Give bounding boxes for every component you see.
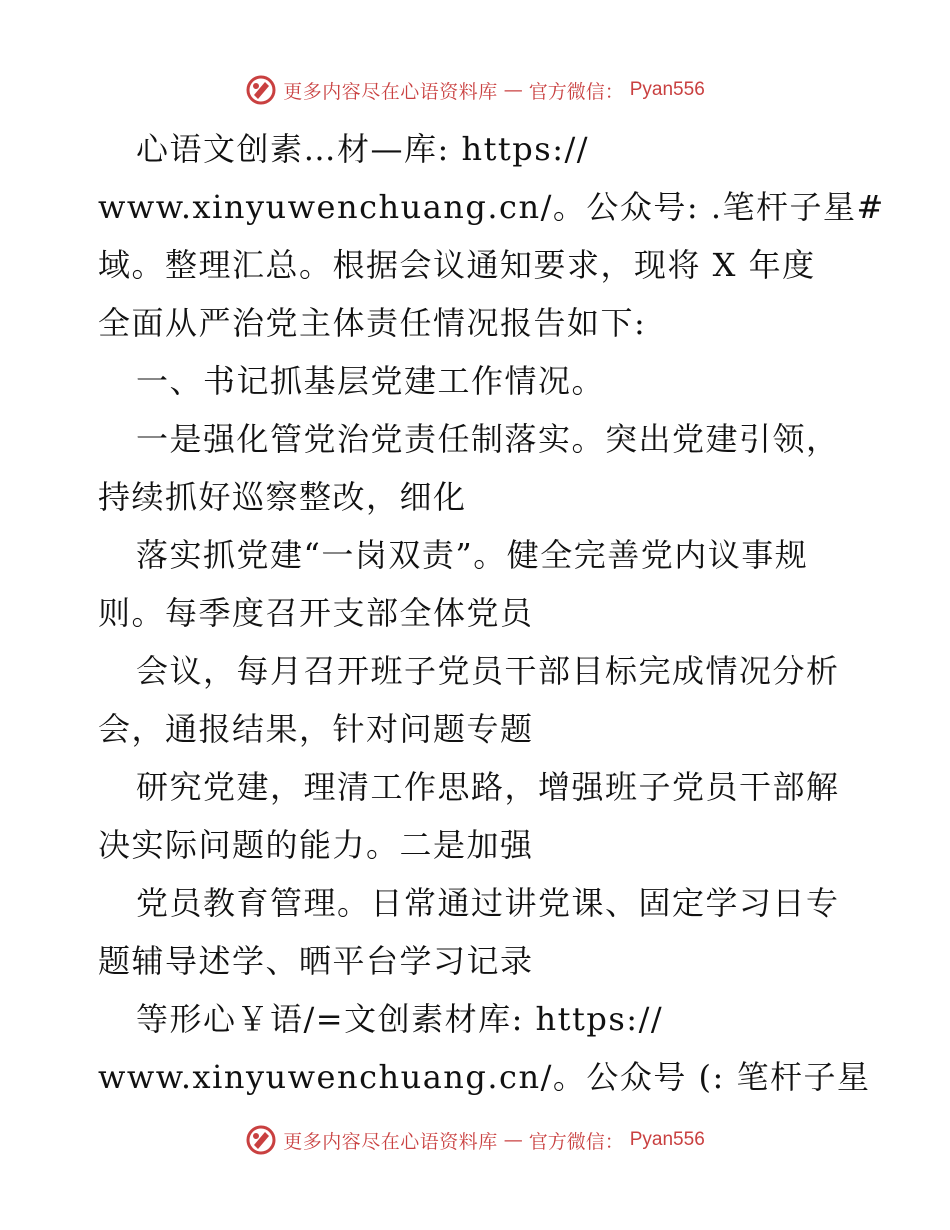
body-line: 等形心￥语/=文创素材库: https:// — [136, 1000, 664, 1038]
body-line: 一是强化管党治党责任制落实。突出党建引领， — [136, 420, 840, 458]
red-seal-logo-icon — [245, 74, 277, 106]
body-line: 研究党建，理清工作思路，增强班子党员干部解 — [136, 768, 840, 806]
watermark-contact-label: 官方微信： — [528, 1130, 624, 1153]
body-line: 落实抓党建“一岗双责”。健全完善党内议事规 — [136, 536, 809, 574]
body-line: 题辅导述学、晒平台学习记录 — [98, 942, 534, 980]
section-heading: 一、书记抓基层党建工作情况。 — [136, 362, 606, 400]
body-line: 会，通报结果，针对问题专题 — [98, 710, 534, 748]
header-watermark — [0, 70, 950, 110]
body-line: 决实际问题的能力。二是加强 — [98, 826, 534, 864]
body-line: www.xinyuwenchuang.cn/。公众号: .笔杆子星# — [98, 188, 885, 226]
footer-watermark — [0, 1120, 950, 1160]
watermark-text: 更多内容尽在心语资料库 — [283, 80, 498, 103]
document-body — [98, 120, 885, 1106]
body-line: 域。整理汇总。根据会议通知要求，现将 X 年度 — [98, 246, 816, 284]
body-line: www.xinyuwenchuang.cn/。公众号 (: 笔杆子星 — [98, 1058, 871, 1096]
body-line: 会议，每月召开班子党员干部目标完成情况分析 — [136, 652, 840, 690]
watermark-dash: — — [503, 79, 523, 101]
body-line: 持续抓好巡察整改，细化 — [98, 478, 467, 516]
watermark-contact-id: Pyan556 — [629, 1129, 705, 1150]
body-line: 党员教育管理。日常通过讲党课、固定学习日专 — [136, 884, 840, 922]
body-line: 全面从严治党主体责任情况报告如下: — [98, 304, 647, 342]
watermark-dash: — — [503, 1129, 523, 1151]
watermark-text: 更多内容尽在心语资料库 — [283, 1130, 498, 1153]
watermark-contact-label: 官方微信： — [528, 80, 624, 103]
red-seal-logo-icon — [245, 1124, 277, 1156]
body-line: 则。每季度召开支部全体党员 — [98, 594, 534, 632]
body-line: 心语文创素…材—库: https:// — [136, 130, 590, 168]
watermark-contact-id: Pyan556 — [629, 79, 705, 100]
